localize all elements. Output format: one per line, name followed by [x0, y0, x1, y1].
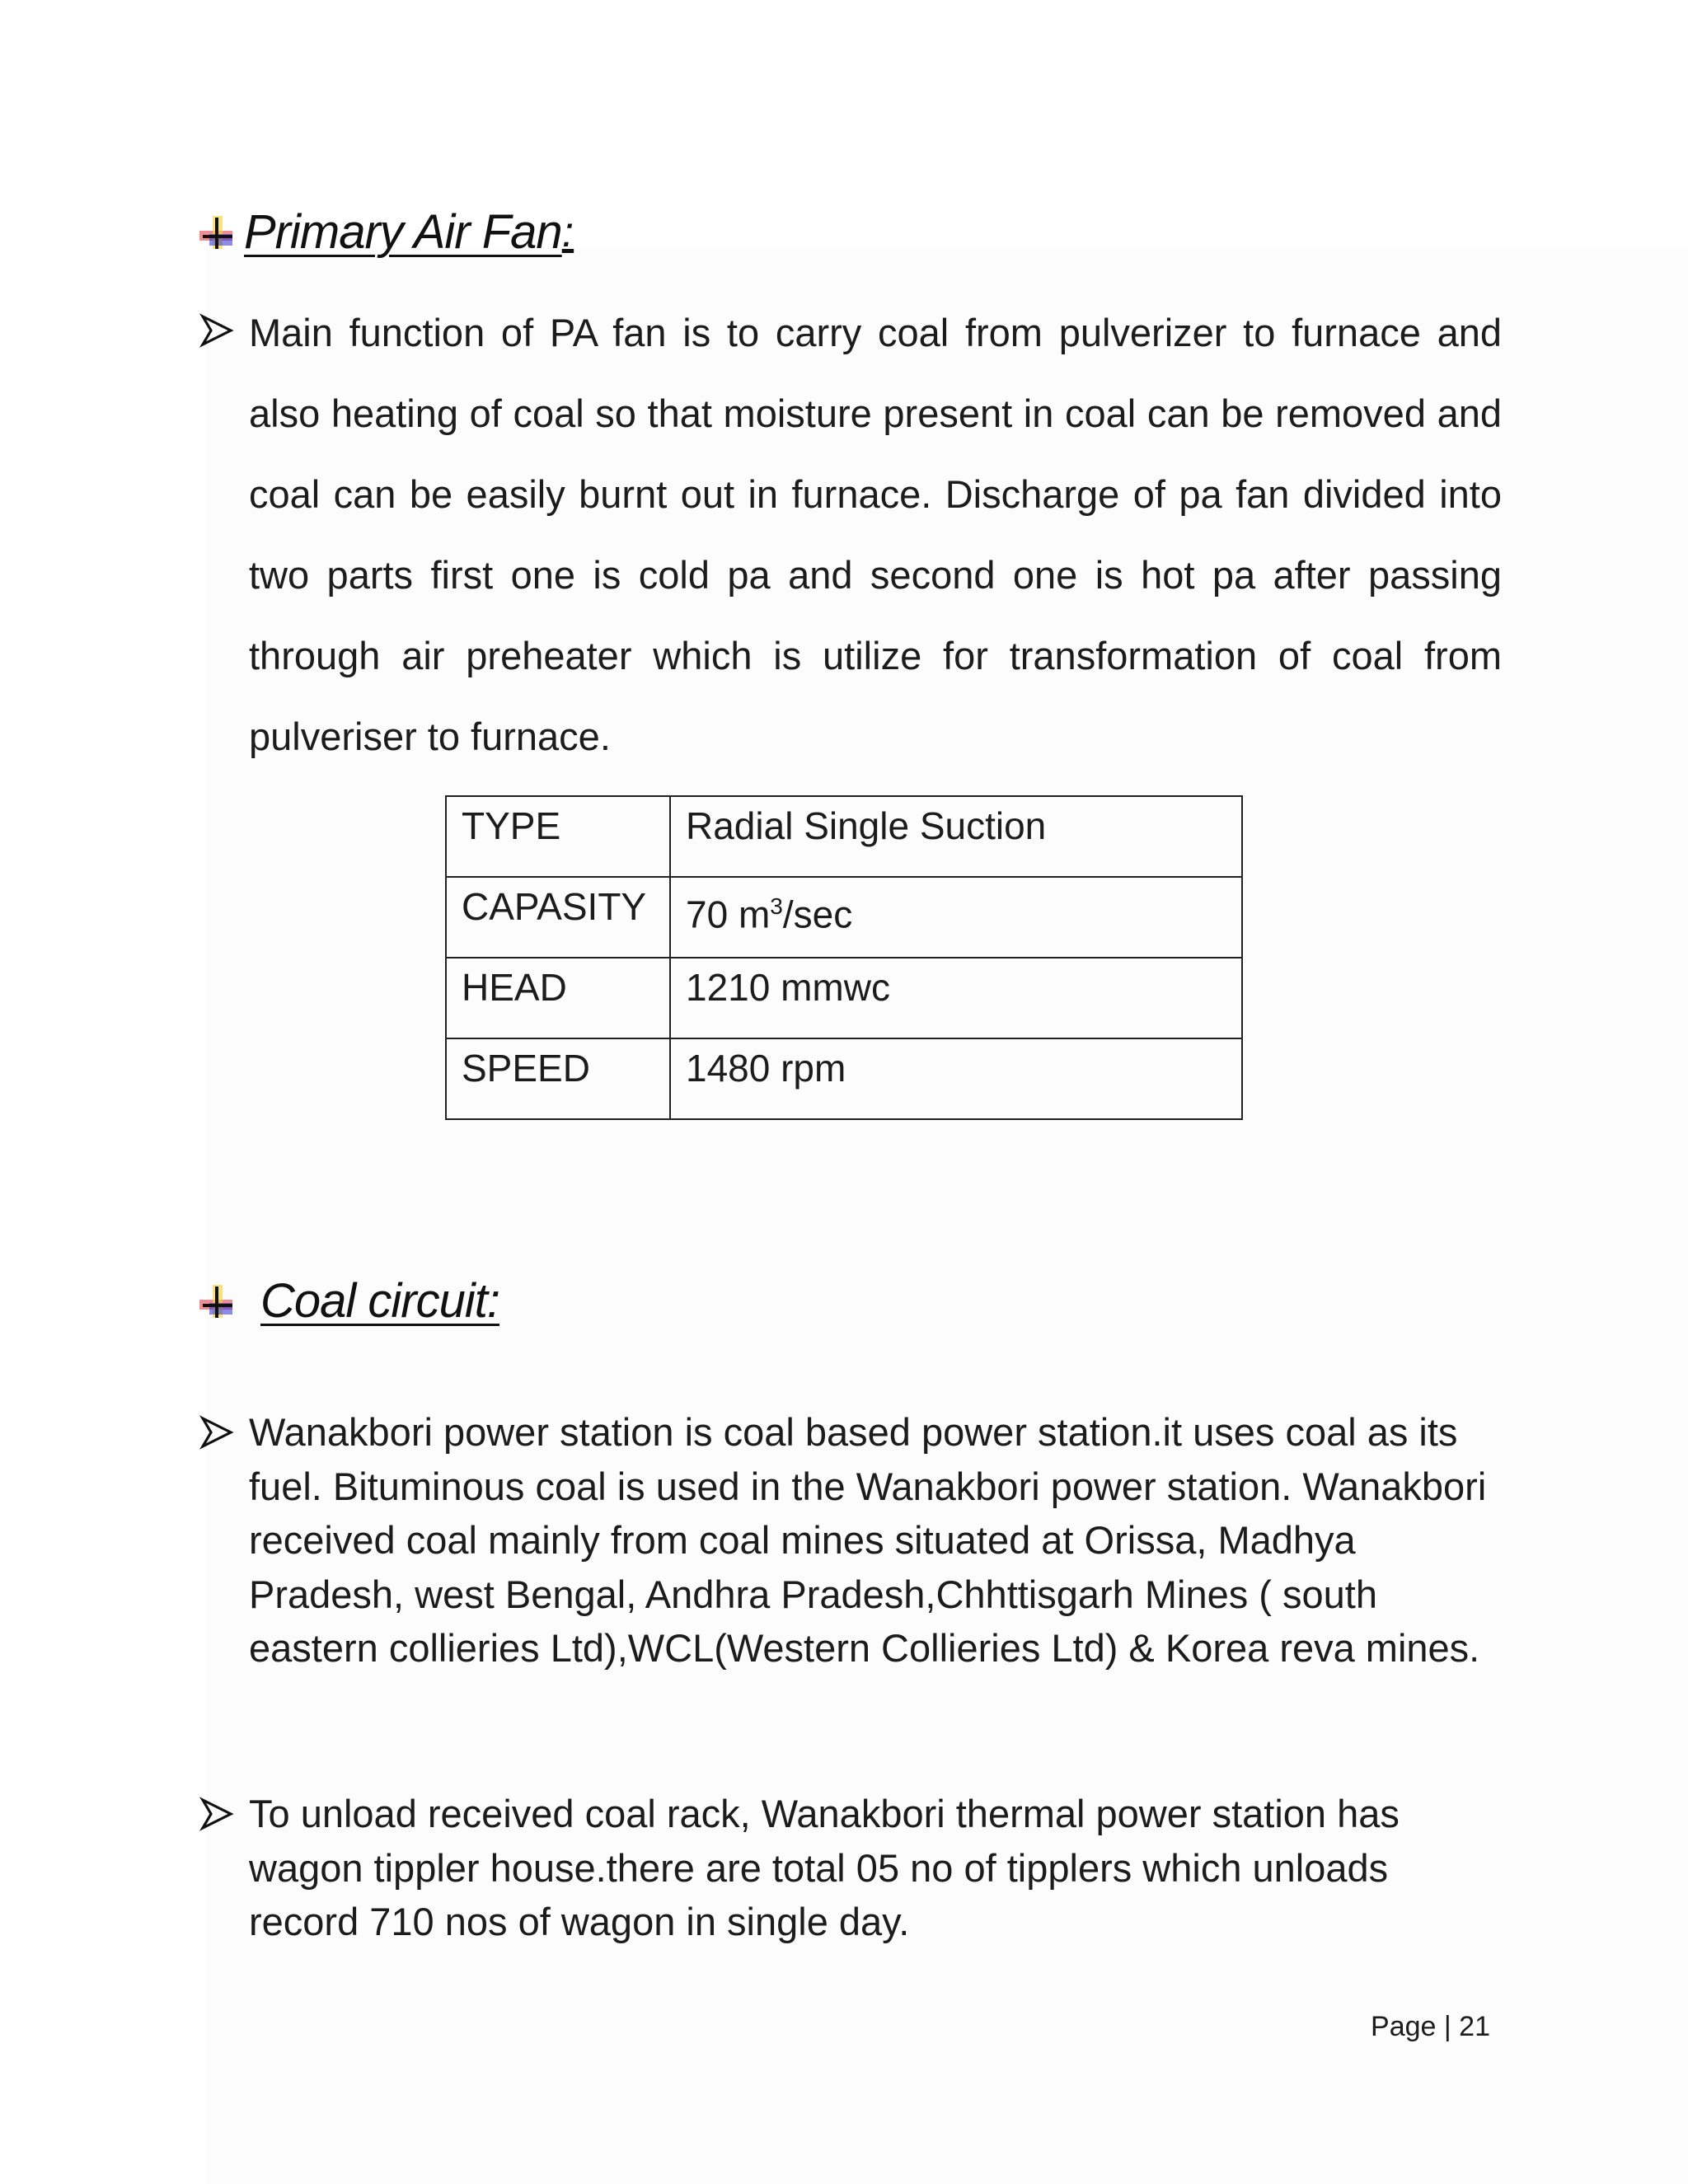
table-cell-value: 1480 rpm — [670, 1038, 1242, 1119]
cross-bullet-icon — [196, 1282, 236, 1321]
arrow-bullet-icon — [199, 1797, 234, 1831]
table-row — [446, 958, 1242, 1038]
primary-air-fan-paragraph: Main function of PA fan is to carry coal from pulverizer to furnace and also heating of coal so that moisture present in coal can be removed and coal can be easily burnt out in furnace. Discharge of pa fan divided into two parts first one is cold pa and second one is hot pa after passing through air preheater which is utilize for transformation of coal from pulveriser to furnace. — [249, 311, 1502, 758]
table-row — [446, 1038, 1242, 1119]
pa-fan-spec-table — [445, 795, 1243, 1120]
capacity-superscript: 3 — [770, 893, 783, 919]
table-row — [446, 877, 1242, 958]
coal-circuit-paragraph: To unload received coal rack, Wanakbori thermal power station has wagon tippler house.there are total 05 no of tipplers which unloads record 710 nos of wagon in single day. — [249, 1792, 1400, 1943]
page-number: Page | 21 — [1371, 2011, 1490, 2042]
table-row — [446, 796, 1242, 877]
capacity-value: 70 m — [686, 893, 771, 936]
coal-circuit-paragraph: Wanakbori power station is coal based power station.it uses coal as its fuel. Bituminous coal is used in the Wanakbori power station. Wanakbori received coal mainly from coal mines situated at Orissa, Madhya Pradesh, west Bengal, Andhra Pradesh,Chhttisgarh Mines ( south eastern collieries Ltd),WCL(Western Collieries Ltd) & Korea reva mines. — [249, 1410, 1487, 1670]
cross-bullet-icon — [196, 213, 236, 252]
heading-text: Primary Air Fan — [244, 205, 562, 259]
table-cell-value: 1210 mmwc — [670, 958, 1242, 1038]
primary-air-fan-heading — [196, 204, 574, 260]
table-cell-label: SPEED — [446, 1038, 670, 1119]
table-cell-label: TYPE — [446, 796, 670, 877]
arrow-bullet-icon — [199, 1415, 234, 1450]
table-cell-value: Radial Single Suction — [670, 796, 1242, 877]
arrow-bullet-icon — [199, 313, 234, 348]
heading-text: Coal circuit: — [260, 1274, 499, 1328]
table-cell-label: HEAD — [446, 958, 670, 1038]
heading-colon: : — [561, 208, 574, 256]
table-cell-value — [670, 877, 1242, 958]
table-cell-label: CAPASITY — [446, 877, 670, 958]
capacity-unit: /sec — [782, 893, 853, 936]
coal-circuit-heading — [196, 1273, 499, 1329]
